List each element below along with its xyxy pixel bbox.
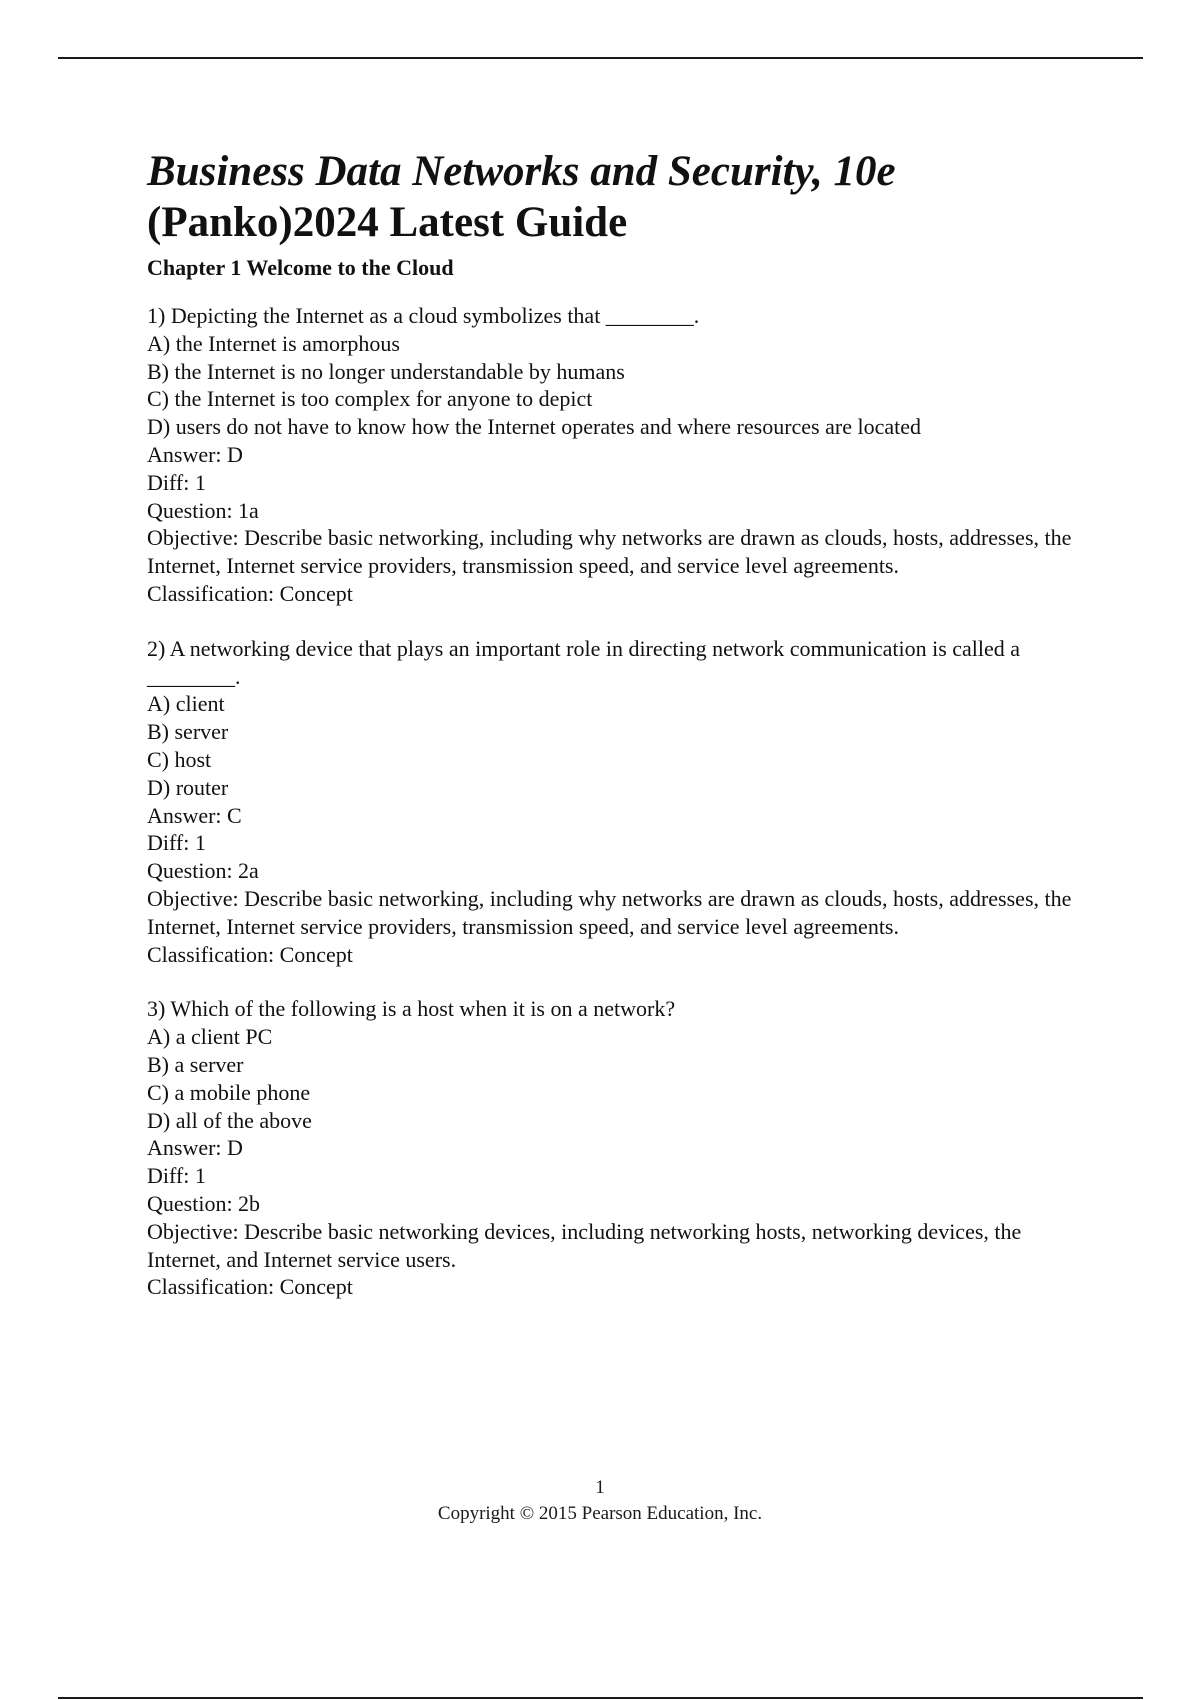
chapter-heading: Chapter 1 Welcome to the Cloud	[147, 255, 454, 280]
answer-option: A) a client PC	[147, 1024, 273, 1050]
question-item	[147, 995, 1097, 1301]
answer-option: D) users do not have to know how the Internet operates and where resources are located	[147, 414, 921, 440]
classification: Classification: Concept	[147, 580, 353, 606]
answer-option: D) router	[147, 774, 229, 800]
title-line-1: Business Data Networks and Security, 10e	[147, 148, 896, 195]
title-line-2: (Panko)2024 Latest Guide	[147, 199, 628, 246]
classification: Classification: Concept	[147, 1274, 353, 1300]
question-ref: Question: 1a	[147, 497, 259, 523]
question-ref: Question: 2b	[147, 1190, 261, 1216]
question-stem: 3) Which of the following is a host when it is on a network?	[147, 996, 676, 1022]
answer-option: C) host	[147, 746, 212, 772]
answer-option: A) client	[147, 691, 225, 717]
answer-option: C) the Internet is too complex for anyone to depict	[147, 386, 593, 412]
objective: Objective: Describe basic networking, including why networks are drawn as clouds, hosts, addresses, the Internet, Internet service providers, transmission speed, and service level agreements.	[147, 525, 1072, 579]
answer-key: Answer: C	[147, 802, 242, 828]
document-body	[147, 146, 1097, 1328]
answer-key: Answer: D	[147, 441, 243, 467]
question-ref: Question: 2a	[147, 858, 259, 884]
difficulty: Diff: 1	[147, 1163, 206, 1189]
classification: Classification: Concept	[147, 941, 353, 967]
copyright-notice: Copyright © 2015 Pearson Education, Inc.	[437, 1503, 763, 1524]
objective: Objective: Describe basic networking, including why networks are drawn as clouds, hosts, addresses, the Internet, Internet service providers, transmission speed, and service level agreements.	[147, 885, 1072, 939]
question-stem: 1) Depicting the Internet as a cloud symbolizes that ________.	[147, 303, 700, 328]
difficulty: Diff: 1	[147, 469, 206, 495]
answer-option: C) a mobile phone	[147, 1079, 311, 1105]
question-stem: 2) A networking device that plays an important role in directing network communication is called a ________.	[147, 635, 1021, 689]
answer-option: B) a server	[147, 1051, 244, 1077]
objective: Objective: Describe basic networking devices, including networking hosts, networking devices, the Internet, and Internet service users.	[147, 1218, 1022, 1272]
question-item	[147, 635, 1097, 969]
answer-option: B) the Internet is no longer understandable by humans	[147, 358, 625, 384]
page-number: 1	[595, 1477, 605, 1498]
question-item	[147, 302, 1097, 608]
answer-option: A) the Internet is amorphous	[147, 330, 400, 356]
difficulty: Diff: 1	[147, 830, 206, 856]
top-rule	[58, 57, 1143, 59]
answer-key: Answer: D	[147, 1135, 243, 1161]
document-title	[147, 146, 1097, 248]
question-list	[147, 302, 1097, 1301]
answer-option: B) server	[147, 719, 229, 745]
bottom-rule	[58, 1697, 1143, 1699]
answer-option: D) all of the above	[147, 1107, 312, 1133]
